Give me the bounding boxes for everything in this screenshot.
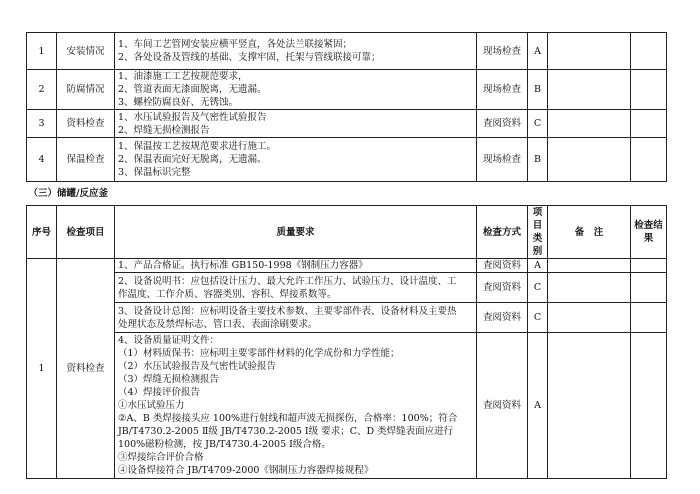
check-item: 防腐情况 (57, 70, 115, 110)
result-cell (631, 333, 667, 479)
section-title: （三）储罐/反应釜 (27, 182, 667, 206)
section-row (27, 182, 667, 206)
requirement-line: 作温度、工作介质、容器类别、容积、焊接系数等。 (118, 288, 337, 300)
quality-requirement-cell (115, 70, 477, 110)
header-method: 检查方式 (477, 206, 528, 259)
table-row (27, 70, 667, 110)
quality-requirement-cell (115, 259, 477, 273)
result-cell (631, 33, 667, 70)
requirement-line: ④设备焊接符合 JB/T4709-2000《钢制压力容器焊接规程》 (118, 465, 374, 476)
table-row (27, 333, 667, 479)
requirement-line: （3）焊缝无损检测报告 (118, 374, 220, 385)
item-category: C (528, 303, 548, 333)
requirement-line: ①水压试验压力 (118, 400, 185, 411)
requirement-line: 100%磁粉检测，按 JB/T4730.4-2005 Ⅰ级合格。 (118, 439, 331, 450)
check-method: 査阅资料 (477, 273, 528, 303)
requirement-line: 2、焊缝无损检测报告 (118, 124, 210, 136)
requirement-line: 3、螺栓防腐良好、无锈蚀。 (118, 97, 239, 108)
header-item: 检查项目 (57, 206, 115, 259)
quality-requirement-cell (115, 303, 477, 333)
quality-requirement-cell (115, 333, 477, 479)
check-item: 安装情况 (57, 33, 115, 70)
table-row (27, 33, 667, 70)
table-row (27, 273, 667, 303)
result-cell (631, 273, 667, 303)
requirement-line: 3、保温标识完整 (118, 167, 191, 178)
header-no: 序号 (27, 206, 57, 259)
remarks-cell (548, 273, 631, 303)
row-number: 2 (27, 70, 57, 110)
requirement-line: 2、设备说明书：应包括设计压力、最大允许工作压力、试验压力、设计温度、工 (118, 275, 457, 287)
check-item: 资料检查 (57, 259, 115, 479)
item-category: A (528, 333, 548, 479)
table-row (27, 259, 667, 273)
check-method: 现场检查 (477, 70, 528, 110)
requirement-line: （1）材料质保书：应标明主要零部件材料的化学成份和力学性能； (118, 348, 400, 359)
check-item: 资料检查 (57, 110, 115, 138)
item-category: A (528, 33, 548, 70)
row-number: 3 (27, 110, 57, 138)
requirement-line: 1、产品合格证。执行标准 GB150-1998《钢制压力容器》 (118, 260, 368, 271)
header-remarks: 备 注 (548, 206, 631, 259)
table-row (27, 110, 667, 138)
quality-requirement-cell (115, 138, 477, 182)
inspection-table (26, 32, 667, 479)
requirement-line: 处理状态及禁焊标志、管口表、表面涂刷要求。 (118, 318, 318, 330)
check-method: 现场检查 (477, 138, 528, 182)
quality-requirement-cell (115, 33, 477, 70)
table-row (27, 138, 667, 182)
check-method: 査阅资料 (477, 259, 528, 273)
item-category: B (528, 70, 548, 110)
quality-requirement-cell (115, 110, 477, 138)
result-cell (631, 303, 667, 333)
row-number: 1 (27, 259, 57, 479)
row-number: 4 (27, 138, 57, 182)
result-cell (631, 138, 667, 182)
item-category: C (528, 110, 548, 138)
requirement-line: 2、保温表面完好无脱离，无遗漏。 (118, 154, 267, 165)
quality-requirement-cell (115, 273, 477, 303)
check-method: 査阅资料 (477, 110, 528, 138)
remarks-cell (548, 333, 631, 479)
requirement-line: （4）焊接评价报告 (118, 387, 201, 398)
remarks-cell (548, 138, 631, 182)
remarks-cell (548, 110, 631, 138)
result-cell (631, 259, 667, 273)
requirement-line: ③焊接综合评价合格 (118, 452, 204, 463)
row-number: 1 (27, 33, 57, 70)
result-cell (631, 110, 667, 138)
check-method: 査阅资料 (477, 303, 528, 333)
item-category: A (528, 259, 548, 273)
check-item: 保温检查 (57, 138, 115, 182)
header-requirement: 质量要求 (115, 206, 477, 259)
remarks-cell (548, 303, 631, 333)
check-method: 査阅资料 (477, 333, 528, 479)
check-method: 现场检查 (477, 33, 528, 70)
requirement-line: JB/T4730.2-2005 Ⅱ级 JB/T4730.2-2005 Ⅰ级 要求；C、D 类焊缝表面应进行 (118, 426, 454, 437)
requirement-line: 1、水压试验报告及气密性试验报告 (118, 111, 267, 123)
requirement-line: 2、管道表面无漆面脱离，无遗漏。 (118, 84, 267, 95)
requirement-line: 2、各处设备及管线的基础、支撑牢固，托架与管线联接可靠； (118, 52, 381, 63)
requirement-line: 1、保温按工艺按规范要求进行施工。 (118, 141, 277, 152)
requirement-line: 4、设备质量证明文件： (118, 335, 220, 346)
result-cell (631, 70, 667, 110)
header-row (27, 206, 667, 259)
remarks-cell (548, 33, 631, 70)
remarks-cell (548, 259, 631, 273)
header-result: 检查结果 (631, 206, 667, 259)
requirement-line: （2）水压试验报告及气密性试验报告 (118, 361, 277, 372)
item-category: B (528, 138, 548, 182)
requirement-line: 1、油漆施工工艺按规范要求， (118, 71, 248, 82)
table-row (27, 303, 667, 333)
requirement-line: 3、设备设计总图：应标明设备主要技术参数、主要零部件表、设备材料及主要热 (118, 305, 457, 317)
header-category: 项目类别 (528, 206, 548, 259)
requirement-line: ②A、B 类焊接接头应 100%进行射线和超声波无损探伤，合格率：100%；符合 (118, 413, 458, 424)
requirement-line: 1、车间工艺管网安装应横平竖直，各处法兰联接紧固； (118, 39, 353, 50)
item-category: C (528, 273, 548, 303)
remarks-cell (548, 70, 631, 110)
